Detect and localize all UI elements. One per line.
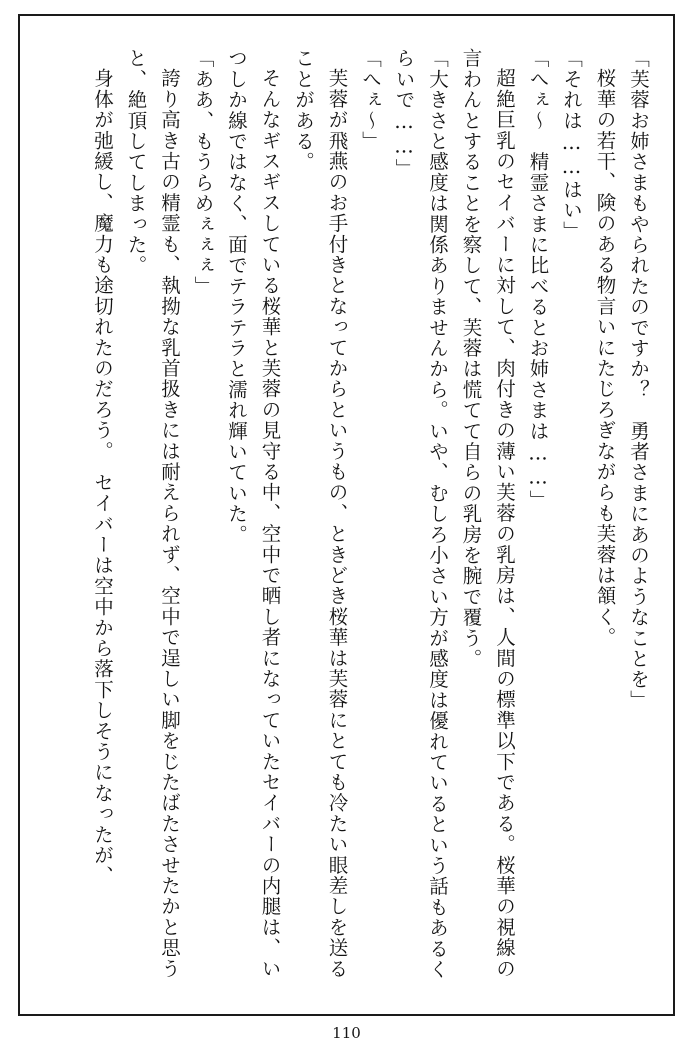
paragraph: 超絶巨乳のセイバーに対して、肉付きの薄い芙蓉の乳房は、人間の標準以下である。桜華の視線の言わんとすることを察して、芙蓉は慌てて自らの乳房を腕で覆う。	[459, 48, 516, 979]
paragraph: 「大きさと感度は関係ありませんから。いや、むしろ小さい方が感度は優れているという話もあるくらいで……」	[392, 48, 449, 980]
paragraph: 誇り高き古の精霊も、執拗な乳首扱きには耐えられず、空中で逞しい脚をじたばたさせたかと思うと、絶頂してしまった。	[124, 48, 181, 979]
paragraph: 「それは……はい」	[560, 48, 583, 242]
paragraph: 「へぇ～」	[359, 48, 382, 152]
page-number: 110	[332, 1024, 361, 1042]
paragraph: 「芙蓉お姉さまもやられたのですか？ 勇者さまにあのようなことを」	[627, 48, 650, 711]
paragraph: 芙蓉が飛燕のお手付きとなってからというもの、ときどき桜華は芙蓉にとても冷たい眼差しを送ることがある。	[292, 48, 349, 979]
paragraph: 桜華の若干、険のある物言いにたじろぎながらも芙蓉は頷く。	[593, 67, 617, 648]
paragraph: そんなギスギスしている桜華と芙蓉の見守る中、空中で晒し者になっていたセイバーの内腿は、いつしか線ではなく、面でテラテラと濡れ輝いていた。	[225, 48, 282, 979]
paragraph: 「ああ、もうらめぇぇぇ」	[191, 48, 215, 297]
paragraph: 身体が弛緩し、魔力も途切れたのだろう。 セイバーは空中から落下しそうになったが、	[91, 67, 114, 886]
paragraph: 「へぇ～ 精霊さまに比べるとお姉さまは……」	[526, 48, 550, 511]
page-body-text	[40, 48, 655, 988]
